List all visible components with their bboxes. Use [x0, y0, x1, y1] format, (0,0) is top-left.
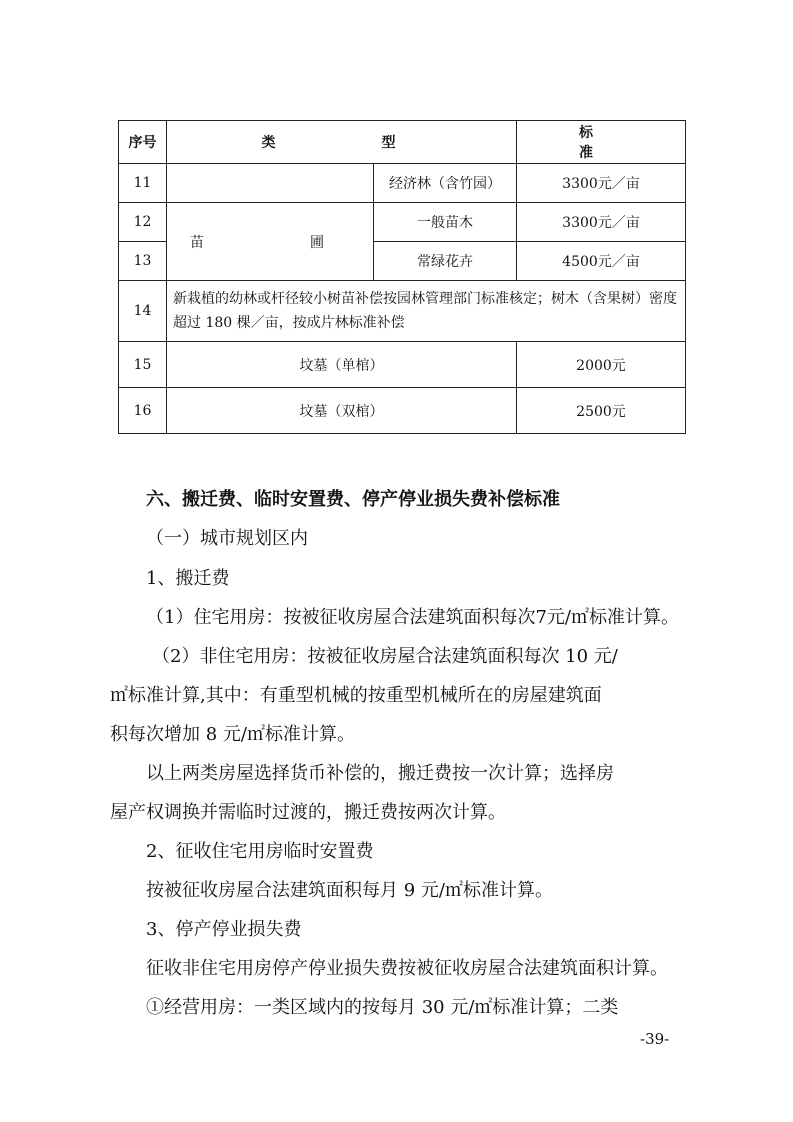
paragraph: 屋产权调换并需临时过渡的，搬迁费按两次计算。 — [110, 802, 506, 823]
row-group-empty — [167, 164, 374, 203]
row-type: 坟墓（双棺） — [167, 388, 517, 434]
paragraph: ①经营用房：一类区域内的按每月 30 元/㎡标准计算；二类 — [146, 997, 619, 1018]
compensation-standard-table — [118, 120, 711, 434]
row-subtype: 经济林（含竹园） — [374, 164, 517, 203]
paragraph: ㎡标准计算,其中：有重型机械的按重型机械所在的房屋建筑面 — [110, 685, 602, 706]
row-no: 12 — [119, 203, 167, 242]
paragraph: 按被征收房屋合法建筑面积每月 9 元/㎡标准计算。 — [146, 880, 553, 901]
section-heading: 六、搬迁费、临时安置费、停产停业损失费补偿标准 — [146, 489, 560, 510]
row-no: 13 — [119, 242, 167, 281]
table-row — [119, 342, 686, 388]
row-standard: 3300元／亩 — [517, 164, 686, 203]
table-row — [119, 281, 686, 342]
item-heading: 1、搬迁费 — [146, 568, 230, 589]
paragraph: 征收非住宅用房停产停业损失费按被征收房屋合法建筑面积计算。 — [146, 958, 668, 979]
header-type: 类 型 — [167, 121, 517, 164]
table-header-row — [119, 121, 686, 164]
header-no: 序号 — [119, 121, 167, 164]
row-subtype: 一般苗木 — [374, 203, 517, 242]
table-row — [119, 388, 686, 434]
row-no: 14 — [119, 281, 167, 342]
paragraph: （1）住宅用房：按被征收房屋合法建筑面积每次7元/㎡标准计算。 — [146, 607, 679, 628]
row-type: 坟墓（单棺） — [167, 342, 517, 388]
header-standard: 标 准 — [517, 121, 686, 164]
paragraph: （2）非住宅用房：按被征收房屋合法建筑面积每次 10 元/ — [152, 646, 618, 667]
row-standard: 3300元／亩 — [517, 203, 686, 242]
page-number: -39- — [640, 1030, 670, 1048]
row-group: 苗 圃 — [167, 203, 374, 281]
table-row — [119, 164, 686, 203]
subsection-heading: （一）城市规划区内 — [146, 528, 308, 549]
row-standard: 4500元／亩 — [517, 242, 686, 281]
row-standard: 2500元 — [517, 388, 686, 434]
row-no: 11 — [119, 164, 167, 203]
item-heading: 3、停产停业损失费 — [146, 919, 302, 940]
row-subtype: 常绿花卉 — [374, 242, 517, 281]
row-standard: 2000元 — [517, 342, 686, 388]
paragraph: 以上两类房屋选择货币补偿的，搬迁费按一次计算；选择房 — [146, 763, 614, 784]
table-row — [119, 203, 686, 242]
row-no: 16 — [119, 388, 167, 434]
item-heading: 2、征收住宅用房临时安置费 — [146, 841, 374, 862]
row-note: 新栽植的幼林或杆径较小树苗补偿按园林管理部门标准核定；树木（含果树）密度超过 180 棵／亩，按成片林标准补偿 — [167, 281, 686, 342]
paragraph: 积每次增加 8 元/㎡标准计算。 — [110, 724, 355, 745]
row-no: 15 — [119, 342, 167, 388]
